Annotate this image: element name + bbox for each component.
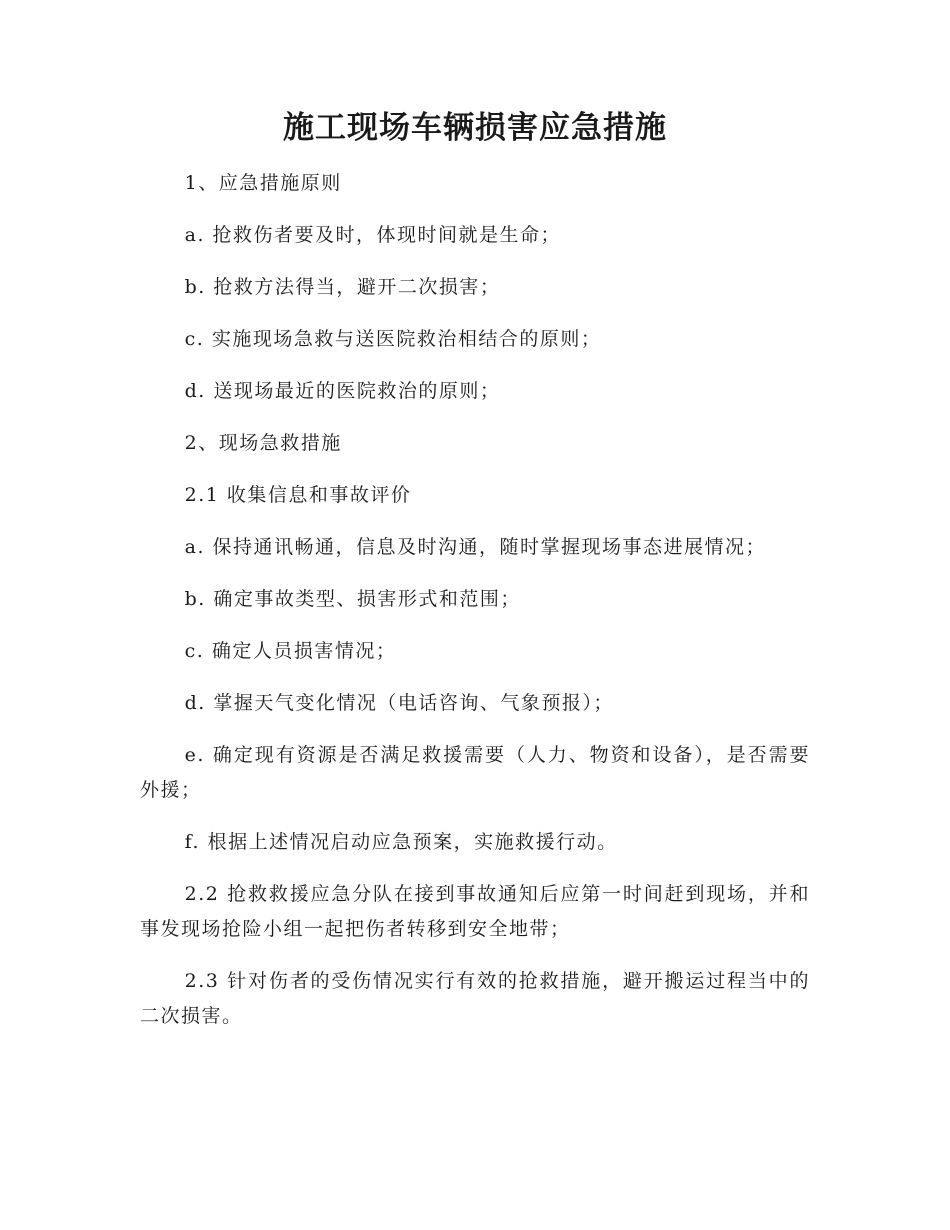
paragraph-item-d: d. 掌握天气变化情况（电话咨询、气象预报）； (184, 692, 614, 714)
paragraph-item-a: a. 保持通讯畅通，信息及时沟通，随时掌握现场事态进展情况； (184, 536, 767, 558)
paragraph-item-e: e. 确定现有资源是否满足救援需要（人力、物资和设备），是否需要外援； (140, 744, 810, 801)
paragraph-principle-b: b. 抢救方法得当，避开二次损害； (184, 276, 501, 298)
document-body (140, 166, 810, 1051)
paragraph-section-2-2: 2.2 抢救救援应急分队在接到事故通知后应第一时间赶到现场，并和事发现场抢险小组一起把伤者转移到安全地带； (140, 883, 810, 940)
paragraph-item-f: f. 根据上述情况启动应急预案，实施救援行动。 (184, 831, 618, 853)
paragraph-item-c: c. 确定人员损害情况； (184, 640, 397, 662)
paragraph-section-2-3: 2.3 针对伤者的受伤情况实行有效的抢救措施，避开搬运过程当中的二次损害。 (140, 970, 810, 1027)
paragraph-item-b: b. 确定事故类型、损害形式和范围； (184, 588, 521, 610)
paragraph-principles-heading: 1、应急措施原则 (184, 172, 342, 194)
paragraph-principle-a: a. 抢救伤者要及时，体现时间就是生命； (184, 224, 562, 246)
paragraph-section-2-1: 2.1 收集信息和事故评价 (184, 484, 412, 506)
paragraph-measures-heading: 2、现场急救措施 (184, 432, 342, 454)
paragraph-principle-d: d. 送现场最近的医院救治的原则； (184, 380, 501, 402)
paragraph-principle-c: c. 实施现场急救与送医院救治相结合的原则； (184, 328, 602, 350)
document-title: 施工现场车辆损害应急措施 (283, 110, 667, 146)
